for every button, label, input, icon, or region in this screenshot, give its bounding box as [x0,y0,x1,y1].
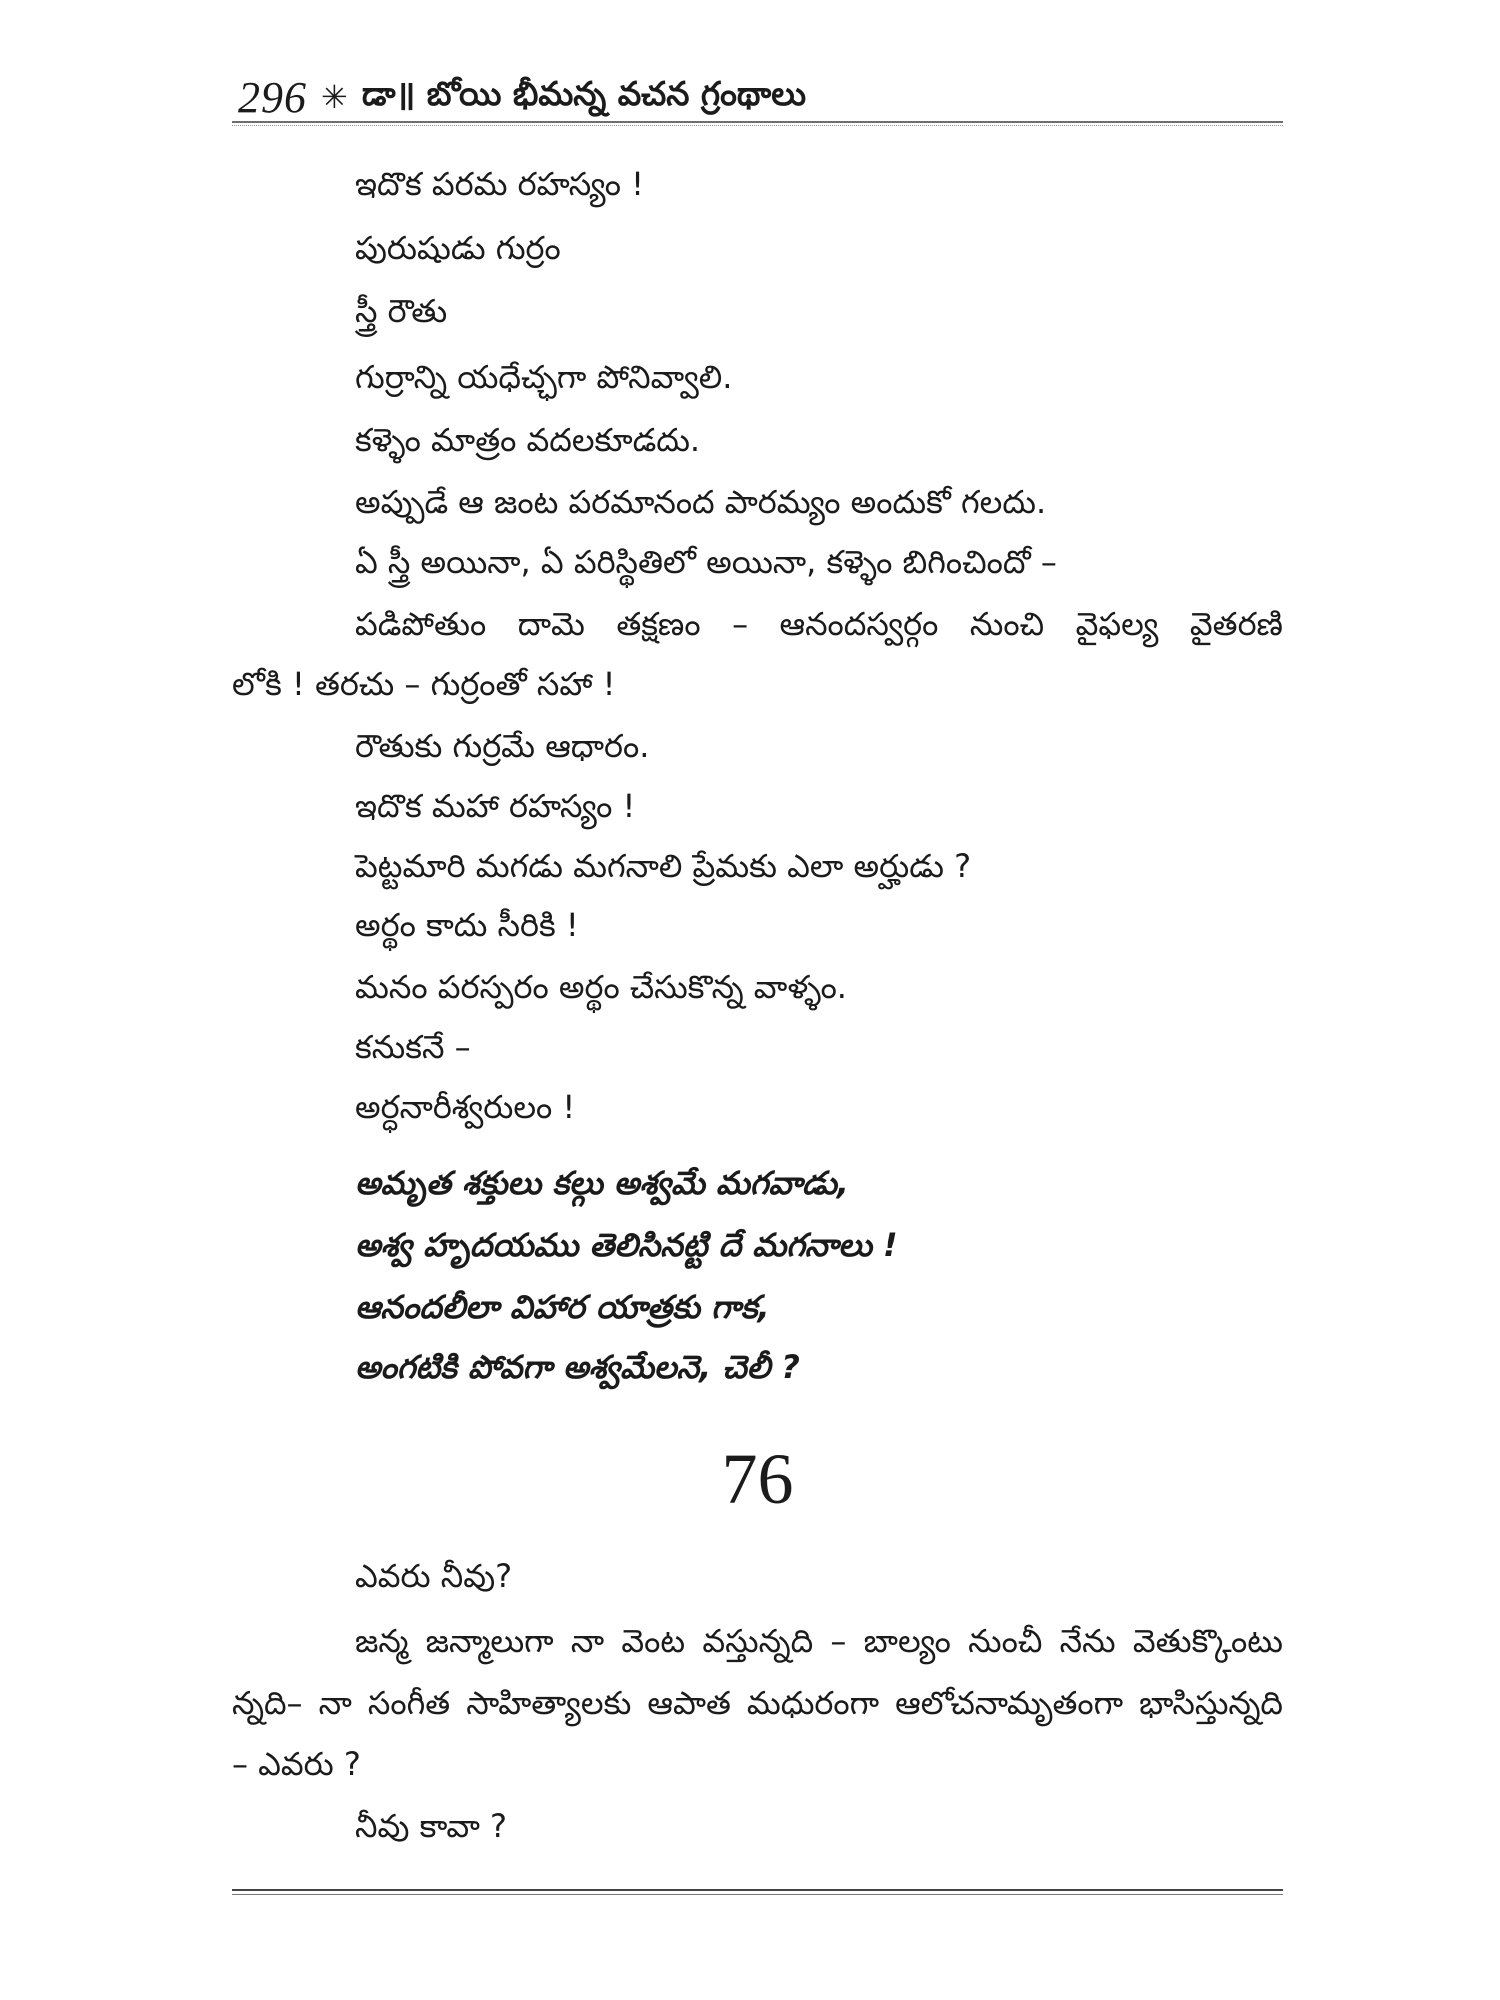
asterisk-ornament-icon: ✳ [321,78,348,116]
page-header [238,67,1283,127]
body-line: లోకి ! తరచు – గుర్రంతో సహా ! [232,665,616,703]
section-line: జన్మ జన్మాలుగా నా వెంట వస్తున్నది – బాల్యం నుంచీ నేను వెతుక్కొంటు [355,1622,1283,1660]
footer-rule [232,1889,1283,1895]
body-line: గుర్రాన్ని యధేచ్ఛగా పోనివ్వాలి. [355,358,733,396]
body-line: స్త్రీ రౌతు [355,292,448,330]
body-line: పడిపోతుం దామె తక్షణం – ఆనందస్వర్గం నుంచి వైఫల్య వైతరణి [355,605,1283,643]
verse-line: ఆనందలీలా విహార యాత్రకు గాక, [355,1288,770,1326]
body-line: మనం పరస్పరం అర్థం చేసుకొన్న వాళ్ళం. [355,968,847,1006]
body-line: ఏ స్త్రీ అయినా, ఏ పరిస్థితిలో అయినా, కళ్ళెం బిగించిందో – [355,543,1057,581]
body-line: రౌతుకు గుర్రమే ఆధారం. [355,727,650,765]
verse-line: అశ్వ హృదయము తెలిసినట్టి దే మగనాలు ! [355,1226,898,1264]
body-line: పెట్టమారి మగడు మగనాలి ప్రేమకు ఎలా అర్హుడు ? [355,847,972,885]
body-line: అప్పుడే ఆ జంట పరమానంద పారమ్యం అందుకో గలదు. [355,483,1047,521]
body-line: ఇదొక మహా రహస్యం ! [355,787,636,825]
verse-line: అమృత శక్తులు కల్గు అశ్వమే మగవాడు, [355,1164,849,1202]
section-line: న్నది– నా సంగీత సాహిత్యాలకు ఆపాత మధురంగా ఆలోచనామృతంగా భాసిస్తున్నది [232,1684,1283,1722]
section-line: – ఎవరు ? [232,1745,361,1783]
section-line: ఎవరు నీవు? [355,1557,513,1595]
section-number: 76 [721,1439,794,1519]
body-line: కనుకనే – [355,1028,471,1066]
section-line: నీవు కావా ? [355,1807,508,1845]
body-line: అర్ధనారీశ్వరులం ! [355,1088,576,1126]
body-line: ఇదొక పరమ రహస్యం ! [355,165,645,203]
body-line: అర్థం కాదు సీరికి ! [355,906,579,944]
header-rule [232,121,1283,126]
running-title: డా॥ బోయి భీమన్న వచన గ్రంథాలు [361,73,807,113]
body-line: పురుషుడు గుర్రం [355,229,561,267]
page-number: 296 [238,72,307,122]
verse-line: అంగటికి పోవగా అశ్వమేలనె, చెలీ ? [355,1348,800,1386]
body-line: కళ్ళెం మాత్రం వదలకూడదు. [355,421,701,459]
